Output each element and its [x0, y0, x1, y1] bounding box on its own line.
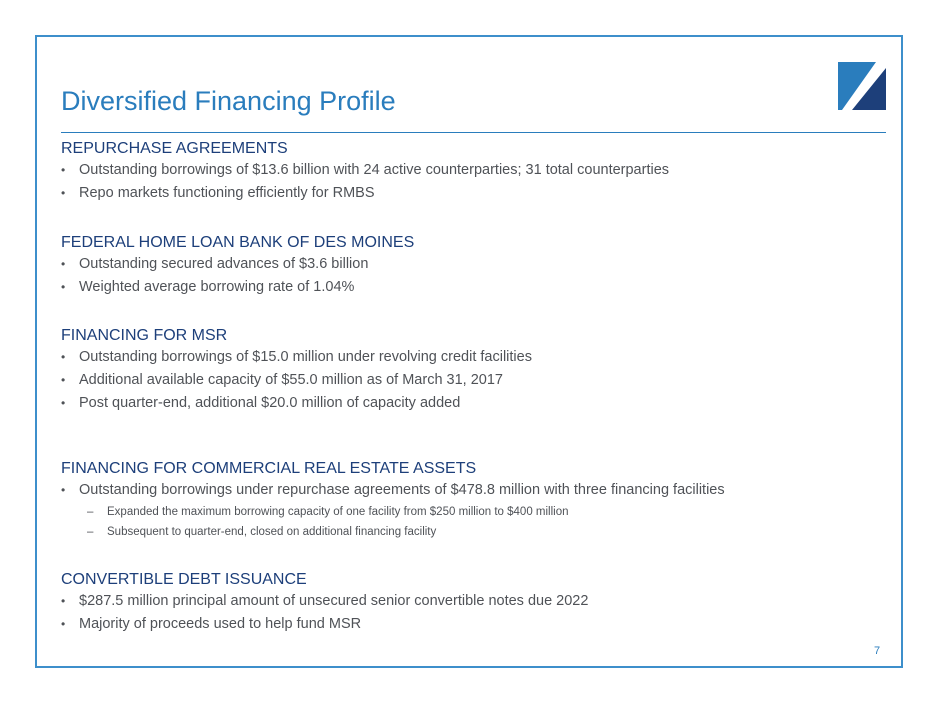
section-heading: FEDERAL HOME LOAN BANK OF DES MOINES	[61, 234, 415, 251]
bullet-text: Weighted average borrowing rate of 1.04%	[79, 279, 355, 295]
bullet-item	[61, 613, 881, 636]
bullet-item	[61, 590, 881, 613]
bullet-text: Outstanding secured advances of $3.6 billion	[79, 256, 369, 272]
bullet-text: Majority of proceeds used to help fund MSR	[79, 616, 362, 632]
section-heading: FINANCING FOR COMMERCIAL REAL ESTATE ASSETS	[61, 460, 477, 477]
bullet-marker: •	[61, 163, 66, 177]
page-title: Diversified Financing Profile	[61, 86, 396, 116]
bullet-item	[61, 253, 881, 276]
bullet-item	[61, 479, 881, 502]
bullet-item	[61, 182, 881, 205]
bullet-text: $287.5 million principal amount of unsecured senior convertible notes due 2022	[79, 593, 589, 609]
section-convertible-debt	[61, 570, 881, 636]
bullet-marker: •	[61, 617, 66, 631]
bullet-marker: •	[61, 280, 66, 294]
bullet-marker: •	[61, 350, 66, 364]
section-heading: FINANCING FOR MSR	[61, 327, 228, 344]
bullet-marker: •	[61, 483, 66, 497]
bullet-marker: •	[61, 594, 66, 608]
bullet-item	[61, 369, 881, 392]
page-number: 7	[874, 645, 881, 657]
bullet-text: Post quarter-end, additional $20.0 million of capacity added	[79, 395, 461, 411]
bullet-marker: •	[61, 186, 66, 200]
bullet-item	[61, 346, 881, 369]
bullet-text: Outstanding borrowings of $15.0 million under revolving credit facilities	[79, 349, 532, 365]
bullet-text: Repo markets functioning efficiently for RMBS	[79, 185, 375, 201]
section-financing-for-msr	[61, 326, 881, 415]
bullet-item	[61, 159, 881, 182]
section-fhlb-des-moines	[61, 233, 881, 299]
bullet-marker: •	[61, 396, 66, 410]
sub-bullet-text: Expanded the maximum borrowing capacity of one facility from $250 million to $400 million	[107, 506, 569, 518]
section-heading: REPURCHASE AGREEMENTS	[61, 140, 288, 157]
section-repurchase-agreements	[61, 139, 881, 205]
sub-bullet-marker: –	[87, 506, 94, 518]
section-commercial-real-estate	[61, 459, 881, 542]
bullet-marker: •	[61, 373, 66, 387]
bullet-text: Outstanding borrowings of $13.6 billion with 24 active counterparties; 31 total counterparties	[79, 162, 670, 178]
sub-bullet-text: Subsequent to quarter-end, closed on additional financing facility	[107, 526, 437, 538]
bullet-item	[61, 276, 881, 299]
section-heading: CONVERTIBLE DEBT ISSUANCE	[61, 571, 307, 588]
bullet-item	[61, 392, 881, 415]
bullet-marker: •	[61, 257, 66, 271]
company-logo-icon	[838, 62, 886, 110]
bullet-text: Outstanding borrowings under repurchase agreements of $478.8 million with three financing facilities	[79, 482, 725, 498]
sub-bullet-item	[61, 522, 881, 542]
sub-bullet-item	[61, 502, 881, 522]
bullet-text: Additional available capacity of $55.0 million as of March 31, 2017	[79, 372, 503, 388]
title-divider	[61, 132, 886, 133]
sub-bullet-marker: –	[87, 526, 94, 538]
